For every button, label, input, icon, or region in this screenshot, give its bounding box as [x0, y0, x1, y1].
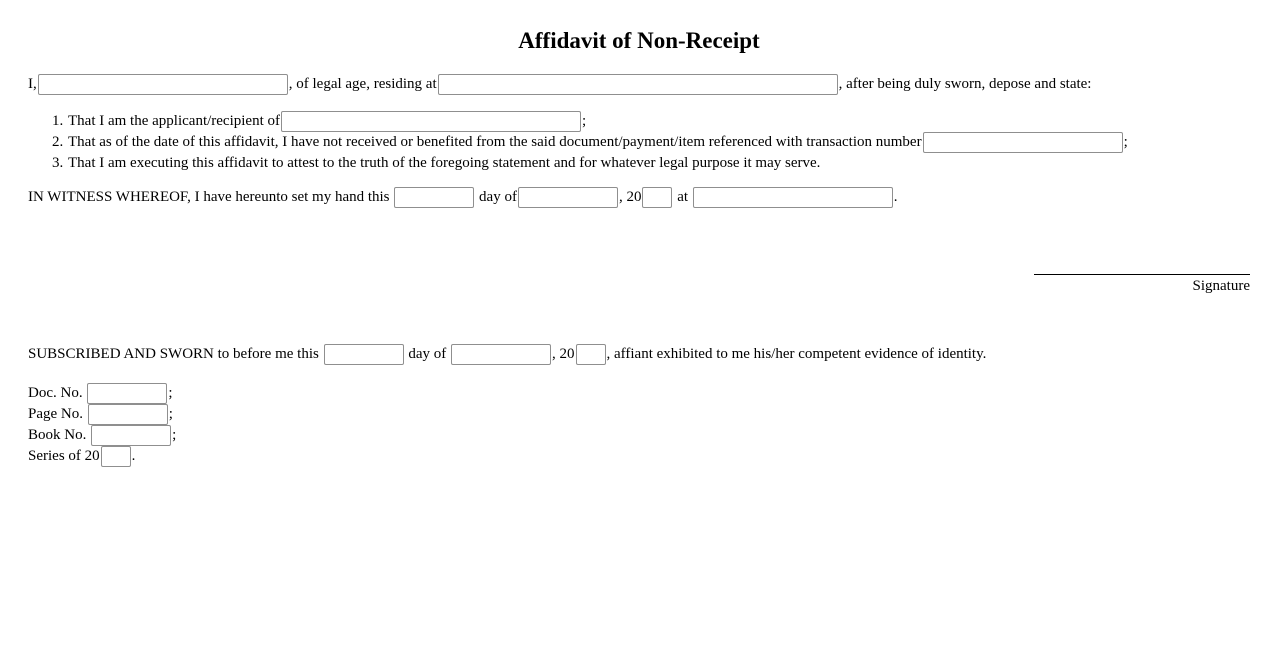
sworn-prefix: SUBSCRIBED AND SWORN to before me this	[28, 346, 319, 362]
doc-no-end: ;	[168, 385, 173, 401]
witness-end: .	[893, 189, 898, 205]
document-field[interactable]	[281, 111, 581, 132]
signature-label: Signature	[1192, 278, 1250, 294]
statement-1	[52, 111, 1128, 132]
statement-text: That I am the applicant/recipient of	[68, 113, 280, 129]
witness-at: at	[677, 189, 689, 205]
book-no-end: ;	[172, 427, 177, 443]
sworn-suffix: , affiant exhibited to me his/her competent evidence of identity.	[606, 346, 987, 362]
doc-no-label: Doc. No.	[28, 385, 83, 401]
witness-prefix: IN WITNESS WHEREOF, I have hereunto set my hand this	[28, 189, 390, 205]
statement-text: That I am executing this affidavit to attest to the truth of the foregoing statement and for whatever legal purpose it may serve.	[68, 155, 821, 171]
series-label: Series of 20	[28, 448, 100, 464]
statement-text: That as of the date of this affidavit, I have not received or benefited from the said document/payment/item referenced with transaction number	[68, 134, 922, 150]
sworn-month-field[interactable]	[451, 344, 551, 365]
intro-middle: , of legal age, residing at	[288, 76, 437, 92]
address-field[interactable]	[438, 74, 838, 95]
witness-day-field[interactable]	[394, 187, 474, 208]
statement-end: ;	[582, 113, 587, 129]
book-no-line	[28, 425, 176, 446]
page-no-field[interactable]	[88, 404, 168, 425]
name-field[interactable]	[38, 74, 288, 95]
series-end: .	[131, 448, 136, 464]
book-no-field[interactable]	[91, 425, 171, 446]
sworn-year-field[interactable]	[576, 344, 606, 365]
doc-no-line	[28, 383, 173, 404]
statement-number: 2.	[52, 134, 64, 150]
signature-line	[1034, 274, 1250, 275]
intro-prefix: I,	[28, 76, 37, 92]
sworn-line	[28, 344, 986, 365]
intro-suffix: , after being duly sworn, depose and state:	[838, 76, 1092, 92]
statement-number: 1.	[52, 113, 64, 129]
statement-end: ;	[1123, 134, 1128, 150]
page-title: Affidavit of Non-Receipt	[518, 28, 760, 53]
statement-list	[52, 111, 1128, 174]
witness-year-field[interactable]	[642, 187, 672, 208]
witness-day-of: day of	[479, 189, 517, 205]
sworn-day-of: day of	[408, 346, 447, 362]
page-no-label: Page No.	[28, 406, 83, 422]
page-no-end: ;	[168, 406, 173, 422]
doc-no-field[interactable]	[87, 383, 167, 404]
intro-line	[28, 74, 1091, 95]
page-no-line	[28, 404, 173, 425]
series-year-field[interactable]	[101, 446, 131, 467]
book-no-label: Book No.	[28, 427, 87, 443]
transaction-number-field[interactable]	[923, 132, 1123, 153]
witness-month-field[interactable]	[518, 187, 618, 208]
statement-number: 3.	[52, 155, 64, 171]
statement-2	[52, 132, 1128, 153]
witness-place-field[interactable]	[693, 187, 893, 208]
series-line	[28, 446, 135, 467]
witness-line	[28, 187, 898, 208]
statement-3	[52, 153, 1128, 174]
witness-year-prefix: , 20	[618, 189, 642, 205]
sworn-year-prefix: , 20	[552, 346, 575, 362]
sworn-day-field[interactable]	[324, 344, 404, 365]
